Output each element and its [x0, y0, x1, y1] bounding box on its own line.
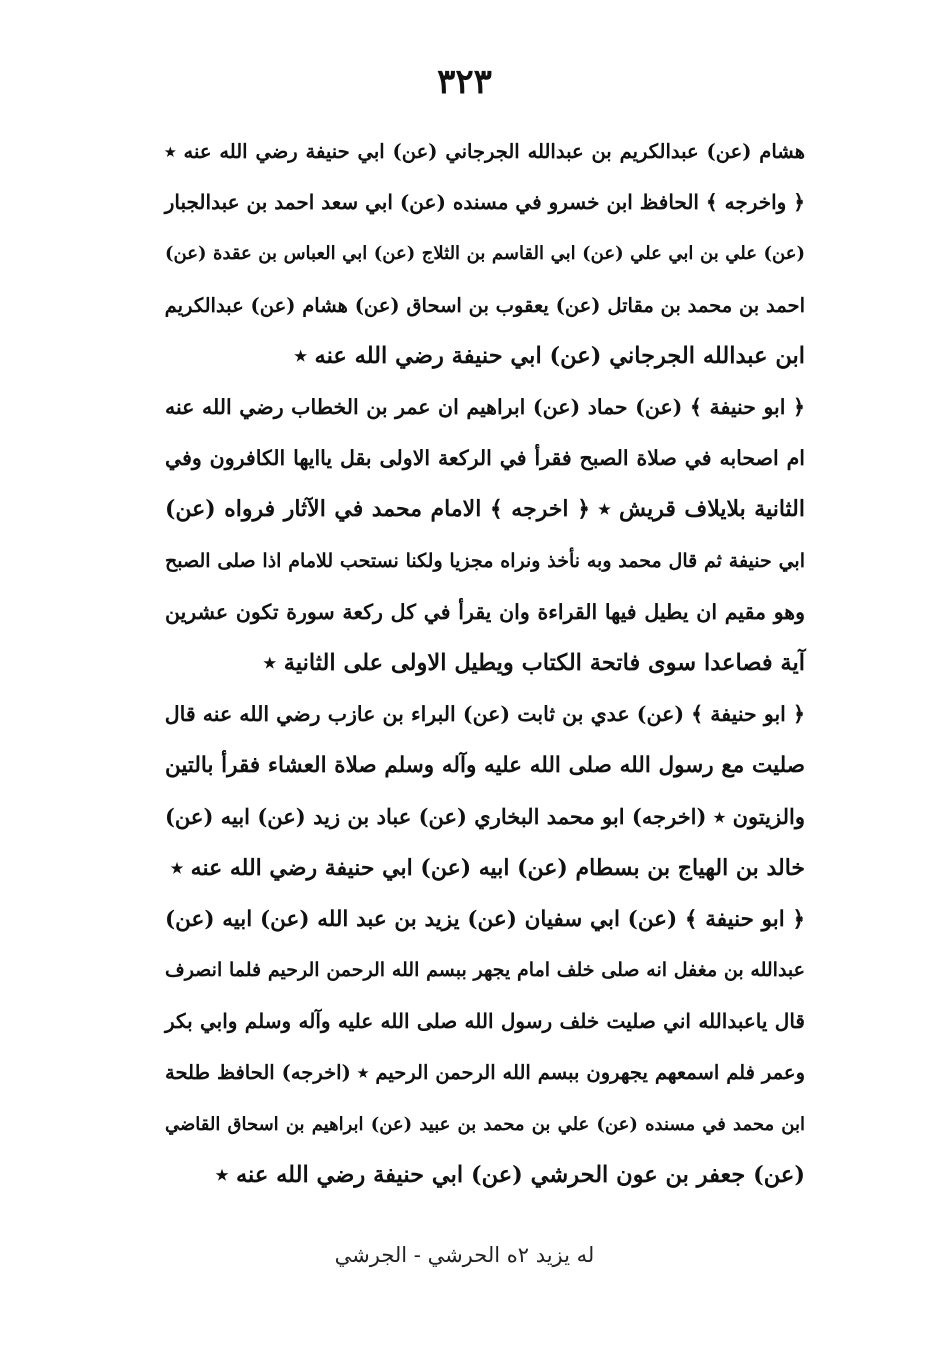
text-line: (عن) علي بن ابي علي (عن) ابي القاسم بن الثلاج (عن) ابي العباس بن عقدة (عن) — [165, 243, 805, 265]
footnote: له يزيد ٢ه الحرشي - الجرشي — [334, 1243, 595, 1267]
text-line: وعمر فلم اسمعهم يجهرون ببسم الله الرحمن الرحيم ٭ (اخرجه) الحافظ طلحة — [165, 1061, 805, 1085]
text-line: هشام (عن) عبدالكريم بن عبدالله الجرجاني (عن) ابي حنيفة رضي الله عنه ٭ — [165, 140, 805, 163]
text-line: وهو مقيم ان يطيل فيها القراءة وان يقرأ في كل ركعة سورة تكون عشرين — [165, 599, 805, 624]
text-line: خالد بن الهياج بن بسطام (عن) ابيه (عن) ابي حنيفة رضي الله عنه ٭ — [171, 854, 805, 881]
text-line: ﴿ واخرجه ﴾ الحافظ ابن خسرو في مسنده (عن) ابي سعد احمد بن عبدالجبار — [164, 190, 805, 215]
text-line: ﴿ ابو حنيفة ﴾ (عن) عدي بن ثابت (عن) البراء بن عازب رضي الله عنه قال — [164, 702, 805, 727]
text-line: ابن محمد في مسنده (عن) علي بن محمد بن عبيد (عن) ابراهيم بن اسحاق القاضي — [165, 1113, 805, 1135]
text-line: والزيتون ٭ (اخرجه) ابو محمد البخاري (عن) عباد بن زيد (عن) ابيه (عن) — [165, 804, 805, 830]
text-line: عبدالله بن مغفل انه صلى خلف امام يجهر ببسم الله الرحمن الرحيم فلما انصرف — [165, 959, 805, 981]
text-line: قال ياعبدالله اني صليت خلف رسول الله صلى الله عليه وآله وسلم وابي بكر — [165, 1009, 805, 1034]
text-line: ﴿ ابو حنيفة ﴾ (عن) ابي سفيان (عن) يزيد بن عبد الله (عن) ابيه (عن) — [165, 906, 805, 932]
text-line: ابي حنيفة ثم قال محمد وبه نأخذ ونراه مجزيا ولكنا نستحب للامام اذا صلى الصبح — [165, 549, 805, 572]
text-line: الثانية بلايلاف قريش ٭ ﴿ اخرجه ﴾ الامام محمد في الآثار فرواه (عن) — [165, 496, 805, 523]
text-line: (عن) جعفر بن عون الحرشي (عن) ابي حنيفة رضي الله عنه ٭ — [215, 1161, 805, 1188]
page-number: ٣٢٣ — [437, 62, 492, 102]
body-text — [165, 126, 805, 1201]
text-line: احمد بن محمد بن مقاتل (عن) يعقوب بن اسحاق (عن) هشام (عن) عبدالكريم — [164, 293, 805, 317]
text-line: آية فصاعدا سوى فاتحة الكتاب ويطيل الاولى على الثانية ٭ — [263, 649, 805, 676]
text-line: ﴿ ابو حنيفة ﴾ (عن) حماد (عن) ابراهيم ان عمر بن الخطاب رضي الله عنه — [165, 394, 805, 419]
text-line: صليت مع رسول الله صلى الله عليه وآله وسلم صلاة العشاء فقرأ بالتين — [165, 753, 805, 779]
text-line: ابن عبدالله الجرجاني (عن) ابي حنيفة رضي الله عنه ٭ — [294, 342, 805, 369]
text-line: ام اصحابه في صلاة الصبح فقرأ في الركعة الاولى بقل ياايها الكافرون وفي — [165, 446, 805, 471]
